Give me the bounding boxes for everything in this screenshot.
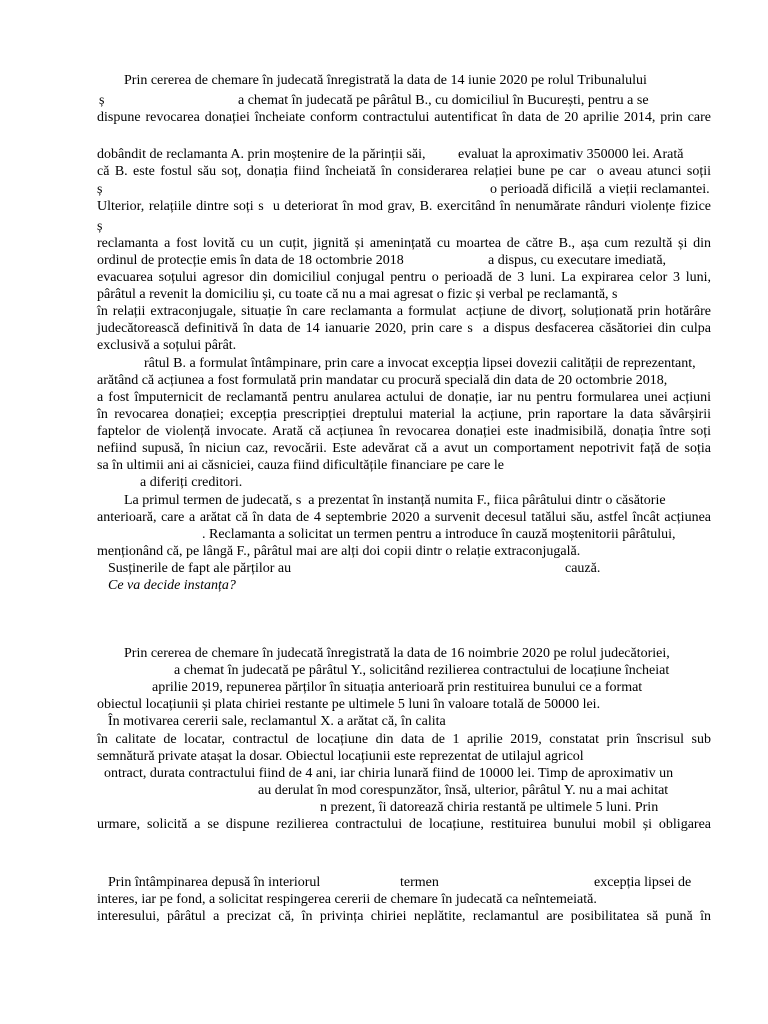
case-two-text-line: termen — [400, 875, 439, 890]
case-one-text-line: a dispus, cu executare imediată, — [488, 253, 667, 268]
case-two-text-line: interesului, pârâtul a precizat că, în privința chiriei neplătite, reclamantul are posibilitatea să pună în — [97, 909, 711, 924]
case-one-text-line: dobândit de reclamanta A. prin moștenire de la părinții săi, — [97, 147, 426, 162]
case-one-text-line: cauză. — [565, 561, 601, 576]
case-two-text-line: urmare, solicită a se dispune rezilierea contractului de locațiune, restituirea bunului mobil și obligarea — [97, 817, 711, 832]
case-one-text-line: ș — [99, 93, 105, 108]
case-one-text-line: reclamanta a fost lovită cu un cuțit, jignită și amenințată cu moartea de către B., așa cum rezultă și din — [97, 236, 711, 251]
case-two-text-line: a chemat în judecată pe pârâtul Y., solicitând rezilierea contractului de locațiune încheiat — [174, 663, 670, 678]
case-one-text-line: Ulterior, relațiile dintre soți s u deteriorat în mod grav, B. exercitând în nenumărate rânduri violențe fizice — [97, 199, 711, 214]
case-one-text-line: faptelor de violență invocate. Arată că acțiunea în revocarea donației este inadmisibilă, donația între soți — [97, 424, 711, 439]
case-two-text-line: au derulat în mod corespunzător, însă, ulterior, pârâtul Y. nu a mai achitat — [258, 783, 669, 798]
case-one-text-line: Ce va decide instanța? — [108, 578, 236, 593]
case-two-text-line: În motivarea cererii sale, reclamantul X. a arătat că, în calita — [108, 714, 446, 729]
case-two-text-line: semnătură private atașat la dosar. Obiectul locațiunii este reprezentat de utilajul agricol — [97, 749, 584, 764]
case-two-text-line: aprilie 2019, repunerea părților în situația anterioară prin restituirea bunului ce a format — [152, 680, 643, 695]
case-two-text-line: n prezent, îi datorează chiria restantă pe ultimele 5 luni. Prin — [320, 800, 659, 815]
case-one-text-line: a diferiți creditori. — [140, 475, 243, 490]
case-one-text-line: arătând că acțiunea a fost formulată prin mandatar cu procură specială din data de 20 octombrie 2018, — [97, 373, 668, 388]
case-one-text-line: în revocarea donației; excepția prescripției dreptului material la acțiune, prin raportare la data săvârșirii — [97, 407, 711, 422]
case-one-text-line: evacuarea soțului agresor din domiciliul conjugal pentru o perioadă de 3 luni. La expirarea celor 3 luni, — [97, 270, 711, 285]
case-one-text-line: anterioară, care a arătat că în data de 4 septembrie 2020 a survenit decesul tatălui său, astfel încât acțiunea — [97, 510, 711, 525]
case-one-text-line: . Reclamanta a solicitat un termen pentru a introduce în cauză moștenitorii pârâtului, — [202, 527, 676, 542]
case-one-text-line: nefiind supusă, în niciun caz, revocării. Este adevărat că a avut un comportament nepotrivit față de soția — [97, 441, 711, 456]
case-one-text-line: Prin cererea de chemare în judecată înregistrată la data de 14 iunie 2020 pe rolul Tribunalului — [124, 73, 647, 88]
case-two-text-line: excepția lipsei de — [594, 875, 692, 890]
case-one-text-line: că B. este fostul său soț, donația fiind încheiată în considerarea relației bune pe car o aveau atunci soții — [97, 164, 711, 179]
case-two-text-line: ontract, durata contractului fiind de 4 ani, iar chiria lunară fiind de 10000 lei. Timp de aproximativ un — [104, 766, 674, 781]
case-two-text-line: Prin întâmpinarea depusă în interiorul — [108, 875, 321, 890]
case-one-text-line: o perioadă dificilă a vieții reclamantei. — [490, 182, 710, 197]
case-one-text-line: evaluat la aproximativ 350000 lei. Arată — [458, 147, 684, 162]
case-one-text-line: a chemat în judecată pe pârâtul B., cu domiciliul în București, pentru a se — [238, 93, 649, 108]
case-one-text-line: La primul termen de judecată, s a prezentat în instanță numita F., fiica pârâtului dintr o căsătorie — [124, 493, 666, 508]
case-two-text-line: Prin cererea de chemare în judecată înregistrată la data de 16 noimbrie 2020 pe rolul judecătoriei, — [124, 646, 670, 661]
case-one-text-line: Susținerile de fapt ale părților au — [108, 561, 292, 576]
case-one-text-line: menționând că, pe lângă F., pârâtul mai are alți doi copii dintr o relație extraconjugală. — [97, 544, 581, 559]
case-one-text-line: pârâtul a revenit la domiciliu și, cu toate că nu a mai agresat o fizic și verbal pe reclamantă, s — [97, 287, 618, 302]
case-one-text-line: sa în ultimii ani ai căsniciei, cauza fiind dificultățile financiare pe care le — [97, 458, 504, 473]
case-one-text-line: exclusivă a soțului pârât. — [97, 338, 237, 353]
case-one-text-line: râtul B. a formulat întâmpinare, prin care a invocat excepția lipsei dovezii calității de reprezentant, — [144, 356, 696, 371]
case-one-text-line: a fost împuternicit de reclamantă pentru anularea actului de donație, iar nu pentru formularea unei acțiuni — [97, 390, 711, 405]
case-two-text-line: interes, iar pe fond, a solicitat respingerea cererii de chemare în judecată ca neîntemeiată. — [97, 892, 597, 907]
case-two-text-line: obiectul locațiunii și plata chiriei restante pe ultimele 5 luni în valoare totală de 50000 lei. — [97, 697, 601, 712]
case-one-text-line: dispune revocarea donației încheiate conform contractului autentificat în data de 20 aprilie 2014, prin care — [97, 110, 711, 125]
case-one-text-line: în relații extraconjugale, situație în care reclamanta a formulat acțiune de divorț, soluționată prin hotărâre — [97, 304, 711, 319]
case-two-text-line: în calitate de locatar, contractul de locațiune din data de 1 aprilie 2019, constatat prin înscrisul sub — [97, 732, 711, 747]
case-one-text-line: ordinul de protecție emis în data de 18 octombrie 2018 — [97, 253, 404, 268]
case-one-text-line: judecătorească definitivă în data de 14 ianuarie 2020, prin care s a dispus desfacerea căsătoriei din culpa — [97, 321, 711, 336]
case-one-text-line: ș — [97, 219, 103, 234]
case-one-text-line: ș — [97, 182, 103, 197]
